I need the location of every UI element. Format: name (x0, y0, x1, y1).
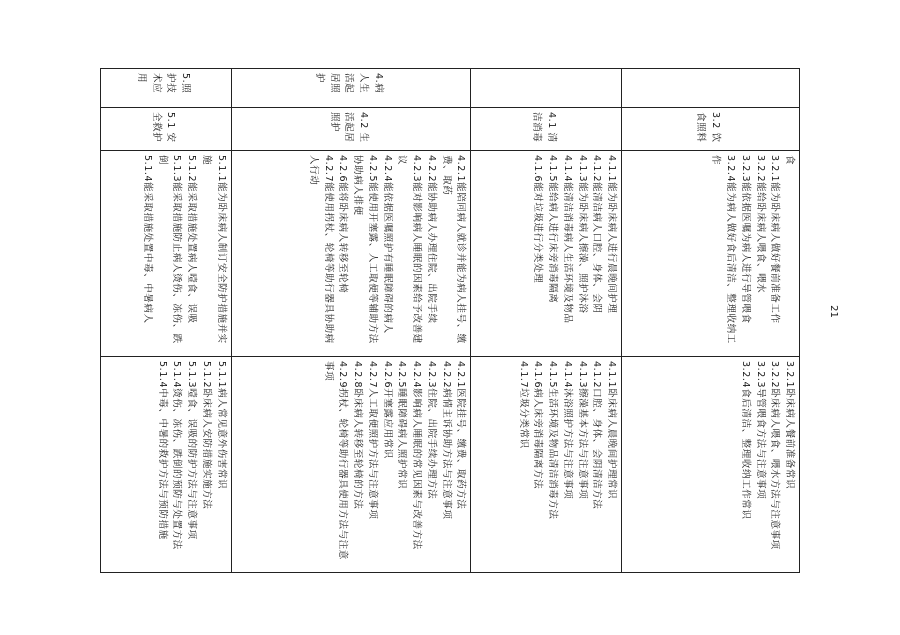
skill-item: 4.1.5能给病人进行床旁消毒隔离 (547, 155, 559, 304)
level1-text: 5.照护技术应用 (136, 73, 192, 94)
skill-item: 3.2.3能依据医嘱为病人进行导管喂食 (739, 155, 751, 324)
level2-cell (101, 108, 232, 151)
skill-item: 4.2.5能使用开塞露、人工取便等辅助方法协助病人排便 (352, 155, 378, 344)
skill-item: 4.2.1能陪同病人就诊并能为病人挂号、缴费、取药 (440, 155, 467, 344)
level2-text: 4.2 生活起居照护 (328, 112, 369, 143)
skill-item: 4.1.6能对垃圾进行分类处理 (532, 155, 544, 284)
skill-item: 4.1.4能清洁消毒病人生活环境及物品 (561, 155, 573, 324)
knowledge-item: 5.1.2卧床病人安防措施实施方法 (200, 361, 212, 510)
skill-item: 4.2.6能将卧床病人转移至轮椅 (337, 155, 349, 294)
skill-item: 3.2.2能给卧床病人喂食、喂水 (754, 155, 766, 294)
skills-cell (101, 151, 232, 357)
knowledge-item: 4.2.3住院、出院手续办理方法 (425, 361, 437, 500)
skills-cell (471, 151, 622, 357)
level1-cell (471, 69, 622, 108)
knowledge-item: 3.2.4食后清洁、整理收纳工作常识 (739, 361, 751, 520)
skill-item: 5.1.4能采取措施处置中毒、中暑病人 (141, 155, 153, 324)
level2-text: 5.1 安全救护 (150, 112, 177, 143)
skills-cell (231, 151, 471, 357)
skills-cell (621, 151, 799, 357)
skill-item: 3.2.1能为卧床病人做好餐前准备工作 (769, 155, 781, 324)
level1-text: 4.病人生活起居照护 (313, 73, 384, 94)
knowledge-cell (621, 357, 799, 573)
skill-item: 5.1.1能为卧床病人制订安全防护措施并实施 (200, 155, 227, 344)
knowledge-item: 4.2.4影响病人睡眠的常见因素与改善方法 (411, 361, 423, 550)
knowledge-item: 5.1.3噎食、误吸的防护方法与注意事项 (186, 361, 198, 540)
knowledge-item: 4.1.6病人床旁消毒隔离方法 (532, 361, 544, 490)
table-row (621, 69, 799, 573)
level2-text: 3.2 饮食照料 (695, 112, 722, 143)
knowledge-item: 4.1.3擦澡基本方法与注意事项 (576, 361, 588, 500)
knowledge-item: 4.2.9拐杖、轮椅等助行器具使用方法与注意事项 (322, 361, 349, 560)
skills-table-rotated (100, 68, 800, 568)
skill-item: 食 (784, 155, 795, 166)
level2-cell (471, 108, 622, 151)
knowledge-cell (471, 357, 622, 573)
knowledge-item: 5.1.1病人常见意外伤害常识 (215, 361, 227, 490)
knowledge-item: 3.2.2卧床病人喂食、喂水方法与注意事项 (769, 361, 781, 550)
knowledge-cell (101, 357, 232, 573)
knowledge-item: 4.2.6开塞露应用常识 (381, 361, 393, 459)
knowledge-item: 4.2.7人工取便照护方法与注意事项 (366, 361, 378, 520)
knowledge-item: 4.1.4沐浴照护方法与注意事项 (561, 361, 573, 500)
table-row (471, 69, 622, 573)
skill-item: 4.1.2能清洁病人口腔、身体、会阴 (591, 155, 603, 314)
skills-table (100, 68, 800, 573)
skill-item: 4.2.2能协助病人办理住院、出院手续 (425, 155, 437, 324)
table-row (101, 69, 232, 573)
skill-item: 5.1.3能采取措施防止病人烫伤、冻伤、跌倒 (156, 155, 183, 344)
level2-text: 4.1 清洁消毒 (531, 112, 557, 143)
knowledge-item: 3.2.3导管喂食方法与注意事项 (754, 361, 766, 500)
skill-item: 4.1.1能为卧床病人进行晨晚间护理 (605, 155, 617, 314)
knowledge-cell (231, 357, 471, 573)
skill-item: 4.2.7能使用拐杖、轮椅等助行器具协助病人行动 (308, 155, 334, 344)
knowledge-item: 4.2.8卧床病人转移至轮椅的方法 (352, 361, 364, 510)
knowledge-item: 4.1.1卧床病人晨晚间护理常识 (605, 361, 617, 500)
table-row (231, 69, 471, 573)
knowledge-item: 4.1.5生活环境及物品清洁消毒方法 (547, 361, 559, 520)
knowledge-item: 3.2.1卧床病人餐前准备常识 (784, 361, 795, 490)
skill-item: 5.1.2能采取措施处置病人噎食、误吸 (186, 155, 198, 324)
level2-cell (231, 108, 471, 151)
level1-cell (231, 69, 471, 108)
skill-item: 4.2.3能对影响病人睡眠的因素给予改善建议 (396, 155, 423, 344)
level1-cell (621, 69, 799, 108)
skill-item: 3.2.4能为病人做好食后清洁、整理收纳工作 (710, 155, 737, 344)
level2-cell (621, 108, 799, 151)
knowledge-item: 4.2.5睡眠障碍病人照护常识 (396, 361, 408, 490)
knowledge-item: 4.2.1医院挂号、缴费、取药方法 (455, 361, 467, 510)
skill-item: 4.2.4能依据医嘱照护有睡眠障碍的病人 (381, 155, 393, 334)
knowledge-item: 5.1.4烫伤、冻伤、跌倒的预防与处置方法 (171, 361, 183, 550)
level1-cell (101, 69, 232, 108)
knowledge-item: 5.1.4中毒、中暑的救护方法与预防措施 (156, 361, 168, 540)
knowledge-item: 4.1.2口腔、身体、会阴清洁方法 (591, 361, 603, 510)
knowledge-item: 4.1.7垃圾分类常识 (517, 361, 529, 449)
knowledge-item: 4.2.2病情主诉协助方法与注意事项 (440, 361, 452, 520)
skill-item: 4.1.3能为卧床病人擦澡、照护沐浴 (576, 155, 588, 314)
page-number: 21 (827, 305, 839, 318)
